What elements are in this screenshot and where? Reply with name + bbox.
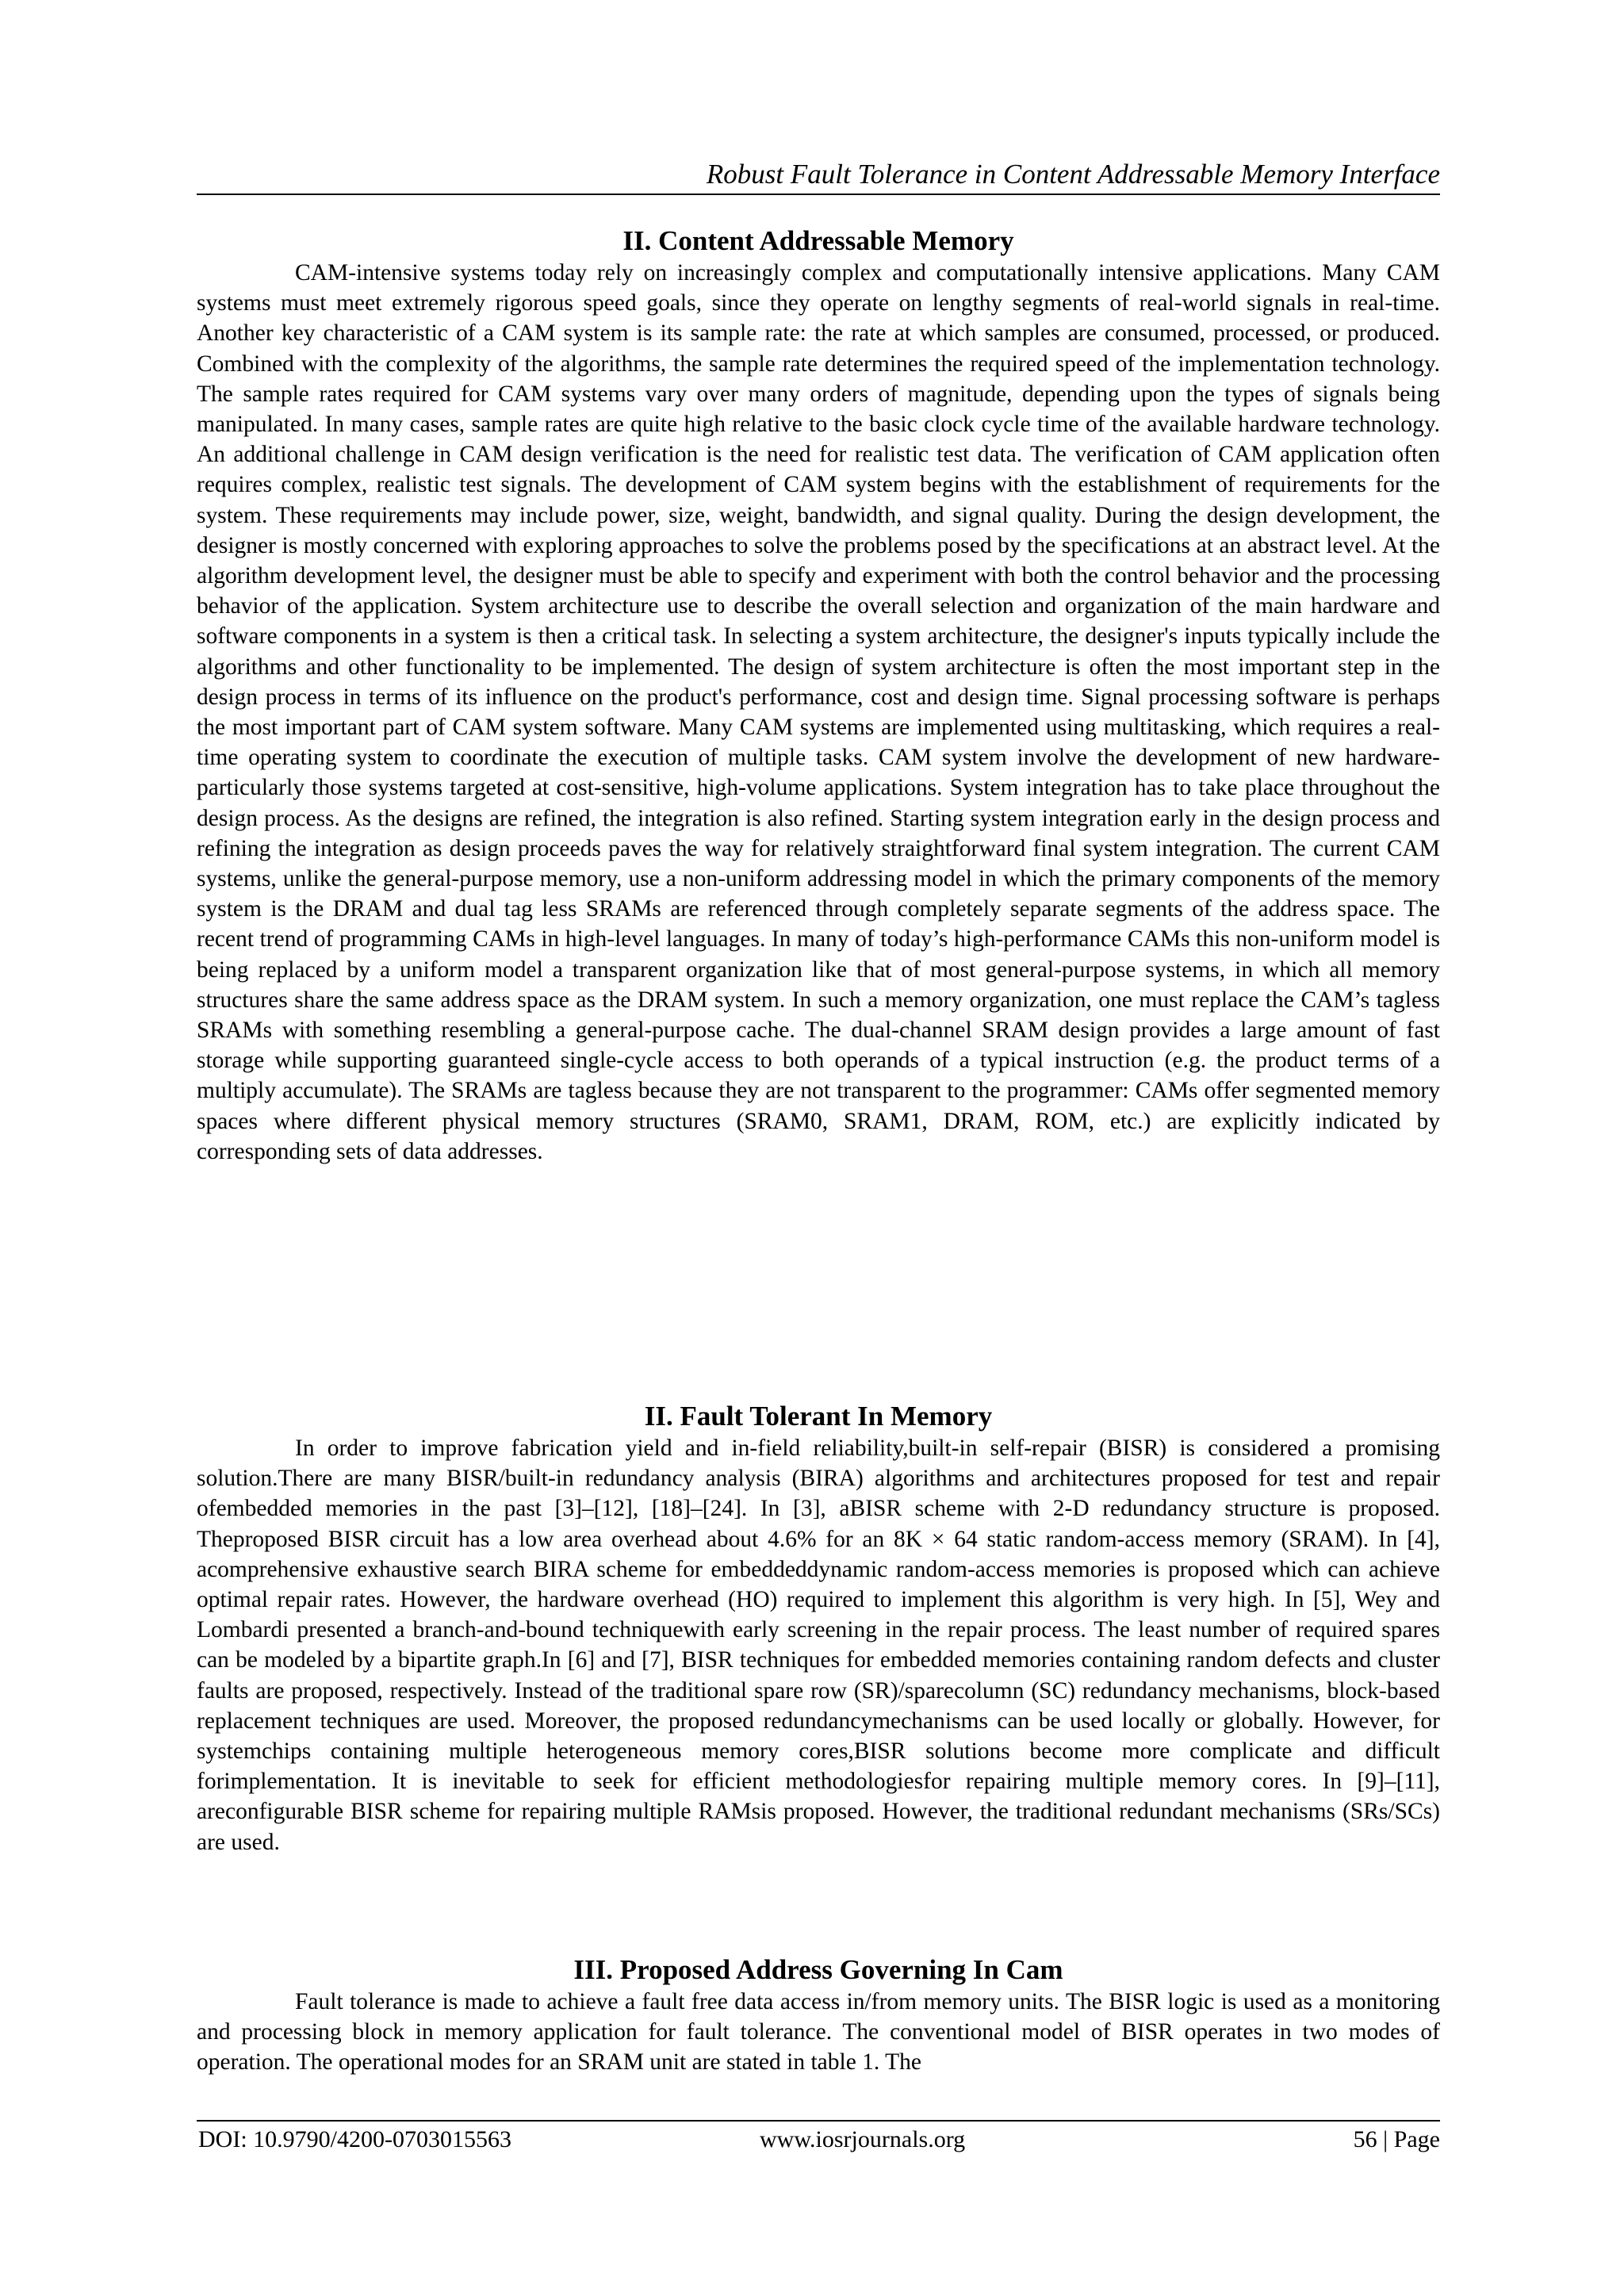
section-heading-content-addressable-memory: II. Content Addressable Memory bbox=[622, 225, 1014, 256]
running-header: Robust Fault Tolerance in Content Addressable Memory Interface bbox=[706, 159, 1440, 190]
paragraph-content-addressable-memory: CAM-intensive systems today rely on increasingly complex and computationally intensive applications. Many CAM systems must meet extremely rigorous speed goals, since they operate on lengthy segments of real-world signals in real-time. Another key characteristic of a CAM system is its sample rate: the rate at which samples are consumed, processed, or produced. Combined with the complexity of the algorithms, the sample rate determines the required speed of the implementation technology. The sample rates required for CAM systems vary over many orders of magnitude, depending upon the types of signals being manipulated. In many cases, sample rates are quite high relative to the basic clock cycle time of the available hardware technology. An additional challenge in CAM design verification is the need for realistic test data. The verification of CAM application often requires complex, realistic test signals. The development of CAM system begins with the establishment of requirements for the system. These requirements may include power, size, weight, bandwidth, and signal quality. During the design development, the designer is mostly concerned with exploring approaches to solve the problems posed by the specifications at an abstract level. At the algorithm development level, the designer must be able to specify and experiment with both the control behavior and the processing behavior of the application. System architecture use to describe the overall selection and organization of the main hardware and software components in a system is then a critical task. In selecting a system architecture, the designer's inputs typically include the algorithms and other functionality to be implemented. The design of system architecture is often the most important step in the design process in terms of its influence on the product's performance, cost and design time. Signal processing software is perhaps the most important part of CAM system software. Many CAM systems are implemented using multitasking, which requires a real-time operating system to coordinate the execution of multiple tasks. CAM system involve the development of new hardware-particularly those systems targeted at cost-sensitive, high-volume applications. System integration has to take place throughout the design process. As the designs are refined, the integration is also refined. Starting system integration early in the design process and refining the integration as design proceeds paves the way for relatively straightforward final system integration. The current CAM systems, unlike the general-purpose memory, use a non-uniform addressing model in which the primary components of the memory system is the DRAM and dual tag less SRAMs are referenced through completely separate segments of the address space. The recent trend of programming CAMs in high-level languages. In many of today’s high-performance CAMs this non-uniform model is being replaced by a uniform model a transparent organization like that of most general-purpose systems, in which all memory structures share the same address space as the DRAM system. In such a memory organization, one must replace the CAM’s tagless SRAMs with something resembling a general-purpose cache. The dual-channel SRAM design provides a large amount of fast storage while supporting guaranteed single-cycle access to both operands of a typical instruction (e.g. the product terms of a multiply accumulate). The SRAMs are tagless because they are not transparent to the programmer: CAMs offer segmented memory spaces where different physical memory structures (SRAM0, SRAM1, DRAM, ROM, etc.) are explicitly indicated by corresponding sets of data addresses. bbox=[197, 260, 1440, 1164]
footer-rule bbox=[197, 2120, 1440, 2122]
section-heading-proposed-address-governing: III. Proposed Address Governing In Cam bbox=[573, 1954, 1063, 1985]
footer-website-link[interactable]: www.iosrjournals.org bbox=[760, 2126, 966, 2152]
section-heading-fault-tolerant-in-memory: II. Fault Tolerant In Memory bbox=[644, 1401, 993, 1432]
footer-page-number: 56 | Page bbox=[1353, 2126, 1440, 2152]
footer-doi: DOI: 10.9790/4200-0703015563 bbox=[198, 2126, 511, 2152]
header-rule bbox=[197, 194, 1440, 195]
paragraph-proposed-address-governing: Fault tolerance is made to achieve a fault free data access in/from memory units. The BISR logic is used as a monitoring and processing block in memory application for fault tolerance. The conventional model of BISR operates in two modes of operation. The operational modes for an SRAM unit are stated in table 1. The bbox=[197, 1989, 1440, 2076]
paragraph-fault-tolerant-in-memory: In order to improve fabrication yield and in-field reliability,built-in self-repair (BISR) is considered a promising solution.There are many BISR/built-in redundancy analysis (BIRA) algorithms and architectures proposed for test and repair ofembedded memories in the past [3]–[12], [18]–[24]. In [3], aBISR scheme with 2-D redundancy structure is proposed. Theproposed BISR circuit has a low area overhead about 4.6% for an 8K × 64 static random-access memory (SRAM). In [4], acomprehensive exhaustive search BIRA scheme for embeddeddynamic random-access memories is proposed which can achieve optimal repair rates. However, the hardware overhead (HO) required to implement this algorithm is very high. In [5], Wey and Lombardi presented a branch-and-bound techniquewith early screening in the repair process. The least number of required spares can be modeled by a bipartite graph.In [6] and [7], BISR techniques for embedded memories containing random defects and cluster faults are proposed, respectively. Instead of the traditional spare row (SR)/sparecolumn (SC) redundancy mechanisms, block-based replacement techniques are used. Moreover, the proposed redundancymechanisms can be used locally or globally. However, for systemchips containing multiple heterogeneous memory cores,BISR solutions become more complicate and difficult forimplementation. It is inevitable to seek for efficient methodologiesfor repairing multiple memory cores. In [9]–[11], areconfigurable BISR scheme for repairing multiple RAMsis proposed. However, the traditional redundant mechanisms (SRs/SCs) are used. bbox=[197, 1435, 1440, 1855]
